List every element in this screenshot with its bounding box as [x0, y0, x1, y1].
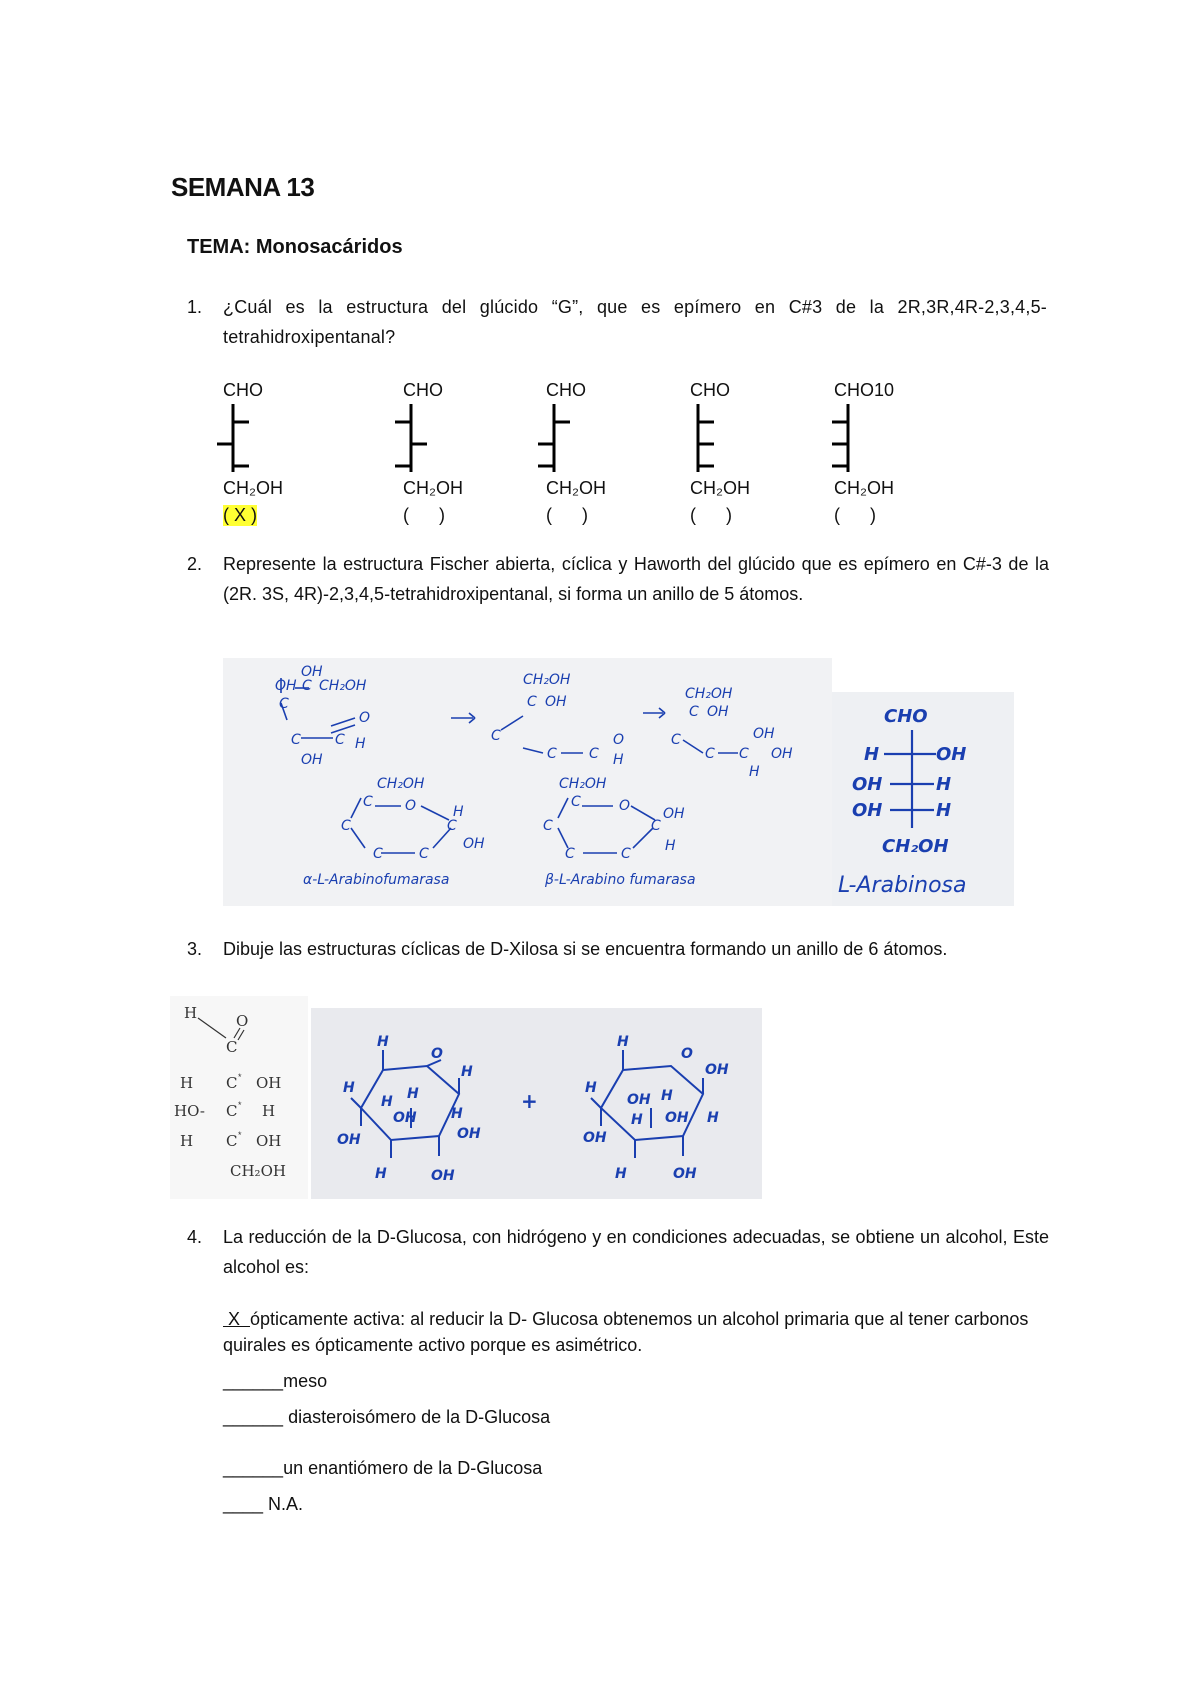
svg-text:OH: OH — [753, 726, 775, 742]
q4-option-na — [223, 1494, 303, 1515]
svg-text:OH: OH — [627, 1092, 651, 1108]
svg-text:C: C — [363, 794, 373, 810]
q4-option-enantiomer — [223, 1458, 542, 1479]
svg-text:H: H — [749, 764, 760, 780]
q4-text: La reducción de la D-Glucosa, con hidrógeno y en condiciones adecuadas, se obtiene un alcohol, Este alcohol es: — [223, 1227, 1049, 1277]
svg-text:OH: OH — [852, 774, 883, 795]
q3-text: Dibuje las estructuras cíclicas de D-Xilosa si se encuentra formando un anillo de 6 átomos. — [223, 939, 948, 959]
svg-text:OH: OH — [256, 1132, 282, 1150]
svg-text:H: H — [617, 1034, 629, 1050]
structure-e-mark: ( ) — [834, 505, 876, 525]
svg-text:OH: OH — [545, 694, 567, 710]
svg-text:OH: OH — [665, 1110, 689, 1126]
option-blank: ______ — [223, 1371, 284, 1391]
structure-c-bottom: CH₂OH — [546, 478, 606, 498]
option-text: meso — [283, 1371, 328, 1391]
q4-number: 4. — [187, 1227, 203, 1247]
svg-text:+: + — [521, 1089, 538, 1113]
svg-text:C: C — [302, 678, 312, 694]
svg-text:O: O — [431, 1046, 443, 1062]
structure-d-mark: ( ) — [690, 505, 732, 525]
svg-text:H: H — [864, 744, 880, 765]
svg-text:H: H — [184, 1004, 198, 1022]
svg-text:C: C — [447, 818, 457, 834]
svg-text:OH: OH — [852, 800, 883, 821]
fischer-photo-title: L-Arabinosa — [838, 873, 967, 898]
svg-text:OH: OH — [275, 678, 297, 694]
svg-text:CH₂OH: CH₂OH — [319, 678, 367, 694]
structure-a-bottom: CH₂OH — [223, 478, 283, 498]
q1-number: 1. — [187, 297, 203, 317]
svg-text:OH: OH — [771, 746, 793, 762]
svg-text:H: H — [180, 1074, 194, 1092]
svg-text:H: H — [615, 1166, 627, 1182]
handwritten-cyclization-photo — [223, 658, 832, 906]
svg-text:C: C — [689, 704, 699, 720]
svg-text:H: H — [180, 1132, 194, 1150]
svg-text:C: C — [335, 732, 345, 748]
svg-text:H: H — [661, 1088, 673, 1104]
structure-b-mark: ( ) — [403, 505, 445, 525]
svg-text:C: C — [373, 846, 383, 862]
fischer-structure-d — [680, 402, 730, 474]
svg-text:C: C — [621, 846, 631, 862]
svg-text:*: * — [238, 1130, 242, 1140]
svg-text:C: C — [651, 818, 661, 834]
svg-text:C: C — [571, 794, 581, 810]
fischer-structure-b — [393, 402, 443, 474]
svg-text:C: C — [547, 746, 557, 762]
svg-text:CH₂OH: CH₂OH — [523, 672, 571, 688]
fischer-structure-e — [822, 402, 872, 474]
svg-text:OH: OH — [663, 806, 685, 822]
svg-text:CH₂OH: CH₂OH — [559, 776, 607, 792]
svg-text:CH₂OH: CH₂OH — [230, 1162, 286, 1180]
svg-text:C: C — [705, 746, 715, 762]
q4-option-meso — [223, 1371, 327, 1392]
svg-text:OH: OH — [463, 836, 485, 852]
svg-text:OH: OH — [936, 744, 967, 765]
svg-text:OH: OH — [301, 664, 323, 680]
svg-text:OH: OH — [301, 752, 323, 768]
beta-label: β-L-Arabino fumarasa — [545, 872, 696, 888]
svg-text:*: * — [238, 1072, 242, 1082]
svg-text:C: C — [565, 846, 575, 862]
svg-text:H: H — [936, 774, 952, 795]
structure-d-top: CHO — [690, 380, 730, 400]
svg-text:H: H — [377, 1034, 389, 1050]
svg-text:C: C — [527, 694, 537, 710]
xylose-open-chain-image — [170, 996, 308, 1199]
q3-number: 3. — [187, 939, 203, 959]
svg-text:C: C — [543, 818, 553, 834]
svg-text:H: H — [453, 804, 464, 820]
svg-text:C: C — [291, 732, 301, 748]
svg-text:OH: OH — [457, 1126, 481, 1142]
option-text: un enantiómero de la D-Glucosa — [283, 1458, 543, 1478]
structure-c-top: CHO — [546, 380, 586, 400]
svg-text:H: H — [585, 1080, 597, 1096]
svg-text:O: O — [405, 798, 417, 814]
svg-text:O: O — [236, 1012, 249, 1030]
svg-text:O: O — [619, 798, 631, 814]
svg-text:C: C — [226, 1074, 238, 1092]
svg-text:C: C — [739, 746, 749, 762]
structure-b-bottom: CH₂OH — [403, 478, 463, 498]
q1-text: ¿Cuál es la estructura del glúcido “G”, que es epímero en C#3 de la 2R,3R,4R-2,3,4,5-tetrahidroxipentanal? — [223, 297, 1047, 347]
svg-text:O: O — [613, 732, 625, 748]
svg-text:H: H — [631, 1112, 643, 1128]
structure-c-mark: ( ) — [546, 505, 588, 525]
alpha-label: α-L-Arabinofumarasa — [303, 872, 450, 888]
svg-text:H: H — [343, 1080, 355, 1096]
svg-text:CHO: CHO — [884, 706, 928, 727]
svg-text:C: C — [279, 696, 289, 712]
svg-text:OH: OH — [707, 704, 729, 720]
svg-text:C: C — [341, 818, 351, 834]
q4-option-diastereoisomer — [223, 1407, 550, 1428]
svg-text:OH: OH — [393, 1110, 417, 1126]
svg-text:CH₂OH: CH₂OH — [377, 776, 425, 792]
q4-answer-mark: X — [223, 1309, 251, 1329]
q4-answer-text: ópticamente activa: al reducir la D- Glucosa obtenemos un alcohol primaria que al tener carbonos quirales es ópticamente activo porque es asimétrico. — [223, 1309, 1029, 1355]
structure-e-bottom: CH₂OH — [834, 478, 894, 498]
xylose-chair-photo — [311, 1008, 762, 1199]
q2-number: 2. — [187, 554, 203, 574]
option-blank: ____ — [223, 1494, 264, 1514]
page-title: SEMANA 13 — [171, 172, 315, 202]
svg-text:C: C — [226, 1038, 238, 1056]
svg-text:HO-: HO- — [174, 1102, 205, 1120]
svg-text:OH: OH — [256, 1074, 282, 1092]
option-blank: ______ — [223, 1458, 284, 1478]
svg-text:H: H — [613, 752, 624, 768]
option-blank: ______ — [223, 1407, 284, 1427]
svg-text:OH: OH — [583, 1130, 607, 1146]
fischer-structure-c — [536, 402, 586, 474]
svg-text:CH₂OH: CH₂OH — [685, 686, 733, 702]
structure-d-bottom: CH₂OH — [690, 478, 750, 498]
svg-text:OH: OH — [337, 1132, 361, 1148]
q4-answer — [223, 1306, 1049, 1358]
structure-e-top: CHO10 — [834, 380, 895, 400]
svg-text:H: H — [461, 1064, 473, 1080]
svg-text:H: H — [407, 1086, 419, 1102]
q2-text: Represente la estructura Fischer abierta, cíclica y Haworth del glúcido que es epímero en C#-3 de la (2R. 3S, 4R)-2,3,4,5-tetrahidroxipentanal, si forma un anillo de 5 átomos. — [223, 554, 1049, 604]
svg-text:C: C — [589, 746, 599, 762]
svg-text:O: O — [359, 710, 371, 726]
svg-text:CH₂OH: CH₂OH — [882, 836, 949, 857]
svg-text:C: C — [226, 1102, 238, 1120]
handwritten-fischer-photo — [832, 692, 1014, 906]
option-text: N.A. — [263, 1494, 304, 1514]
svg-text:*: * — [238, 1100, 242, 1110]
svg-text:C: C — [491, 728, 501, 744]
structure-b-top: CHO — [403, 380, 443, 400]
option-text: diasteroisómero de la D-Glucosa — [283, 1407, 551, 1427]
structure-a-mark: ( X ) — [223, 505, 257, 525]
topic-heading: TEMA: Monosacáridos — [187, 236, 403, 258]
svg-text:H: H — [707, 1110, 719, 1126]
svg-text:O: O — [681, 1046, 693, 1062]
svg-text:H: H — [451, 1106, 463, 1122]
svg-text:C: C — [226, 1132, 238, 1150]
structure-a-top: CHO — [223, 380, 263, 400]
svg-text:H: H — [355, 736, 366, 752]
svg-text:H: H — [375, 1166, 387, 1182]
fischer-structure-a — [215, 402, 265, 474]
svg-text:H: H — [381, 1094, 393, 1110]
svg-text:H: H — [262, 1102, 276, 1120]
svg-text:OH: OH — [431, 1168, 455, 1184]
svg-text:OH: OH — [673, 1166, 697, 1182]
svg-text:OH: OH — [705, 1062, 729, 1078]
svg-text:C: C — [419, 846, 429, 862]
svg-text:H: H — [936, 800, 952, 821]
svg-text:H: H — [665, 838, 676, 854]
svg-text:C: C — [671, 732, 681, 748]
